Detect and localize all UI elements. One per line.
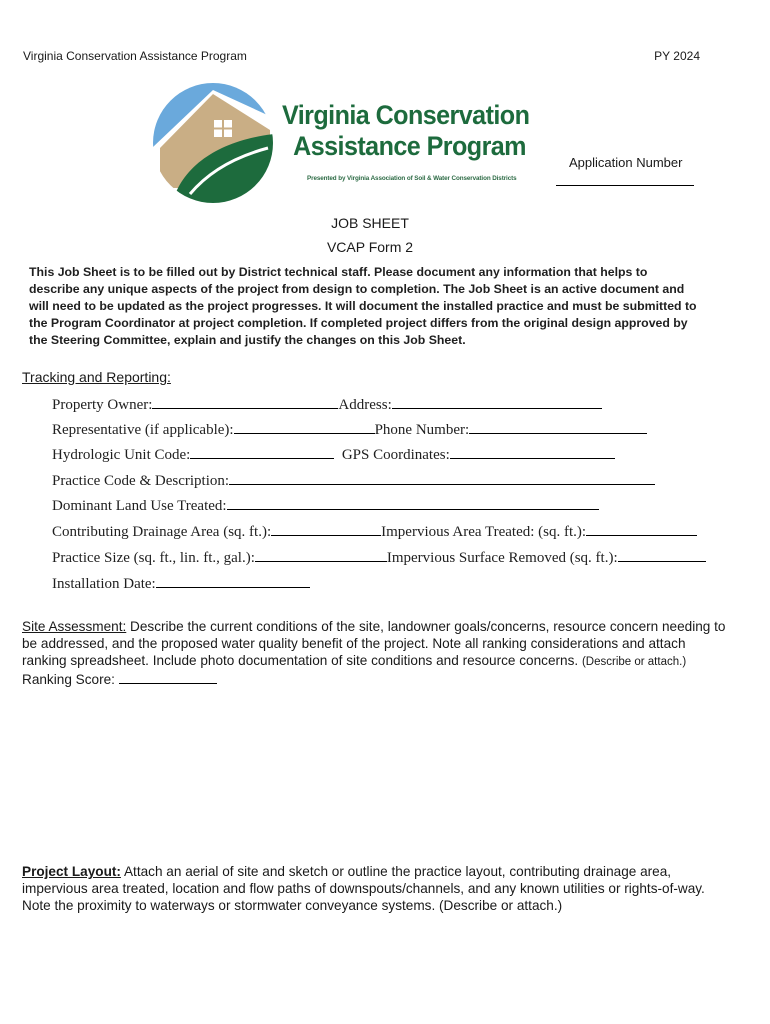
site-assessment-section [22,618,732,688]
gps-label: GPS Coordinates: [341,447,450,463]
site-assessment-heading: Site Assessment: [22,619,127,634]
address-label: Address: [338,397,392,413]
property-owner-label: Property Owner: [52,397,153,413]
huc-label: Hydrologic Unit Code: [52,447,191,463]
phone-label: Phone Number: [374,422,470,438]
huc-field[interactable] [190,446,334,459]
phone-field[interactable] [469,421,647,434]
program-year: PY 2024 [654,49,700,63]
representative-field[interactable] [234,421,375,434]
doc-subtitle: VCAP Form 2 [326,239,414,255]
impervious-removed-field[interactable] [618,549,706,562]
row-owner-address [52,396,602,414]
install-date-label: Installation Date: [52,576,156,592]
row-representative-phone [52,421,647,439]
site-assessment-note: (Describe or attach.) [581,656,687,668]
program-header: Virginia Conservation Assistance Program [23,49,247,63]
logo-presented-by: Presented by Virginia Association of Soil & Water Conservation Districts [307,175,517,182]
ranking-score-label: Ranking Score: [22,672,119,687]
row-install-date [52,575,310,593]
application-number-field[interactable] [556,185,694,186]
logo-title [282,100,529,162]
drainage-area-field[interactable] [271,523,381,536]
doc-title: JOB SHEET [331,215,409,231]
practice-size-label: Practice Size (sq. ft., lin. ft., gal.): [52,550,255,566]
logo-title-line2: Assistance Program [293,131,526,161]
drainage-area-label: Contributing Drainage Area (sq. ft.): [52,524,272,540]
impervious-removed-label: Impervious Surface Removed (sq. ft.): [386,550,618,566]
row-practice-code [52,472,655,490]
impervious-treated-label: Impervious Area Treated: (sq. ft.): [381,524,587,540]
install-date-field[interactable] [156,575,310,588]
land-use-field[interactable] [227,497,599,510]
representative-label: Representative (if applicable): [52,422,234,438]
row-huc-gps [52,446,615,464]
gps-field[interactable] [450,446,615,459]
practice-code-label: Practice Code & Description: [52,473,230,489]
vcap-logo-icon [152,82,274,204]
intro-paragraph: This Job Sheet is to be filled out by District technical staff. Please document any information that helps to describe any unique aspects of the project from design to completion. The Job Sheet is an active document and will need to be updated as the project progresses. It will document the installed practice and must be submitted to the Program Coordinator at project completion. If completed project differs from the original design approved by the Steering Committee, explain and justify the changes on this Job Sheet. [29,265,697,347]
land-use-label: Dominant Land Use Treated: [52,498,227,514]
logo-title-line1: Virginia Conservation [282,100,530,130]
row-land-use [52,497,599,515]
address-field[interactable] [392,396,602,409]
site-assessment-text: Describe the current conditions of the site, landowner goals/concerns, resource concern needing to be addressed, and the proposed water quality benefit of the project. Note all ranking considerations and attach ranking spreadsheet. Include photo documentation of site conditions and resource concerns. [22,619,726,668]
practice-code-field[interactable] [229,472,655,485]
tracking-heading: Tracking and Reporting: [22,369,171,385]
row-drainage-impervious [52,523,697,541]
project-layout-text: Attach an aerial of site and sketch or outline the practice layout, contributing drainage area, impervious area treated, location and flow paths of downspouts/channels, and any known utilities or rights-of-way. Note the proximity to waterways or stormwater conveyance systems. (Describe or attach.) [22,864,705,913]
practice-size-field[interactable] [255,549,387,562]
project-layout-heading: Project Layout: [22,864,121,879]
ranking-score-field[interactable] [119,671,217,684]
impervious-treated-field[interactable] [586,523,697,536]
property-owner-field[interactable] [152,396,338,409]
application-number-label: Application Number [569,155,683,170]
project-layout-section [22,863,732,914]
row-size-removed [52,549,706,567]
